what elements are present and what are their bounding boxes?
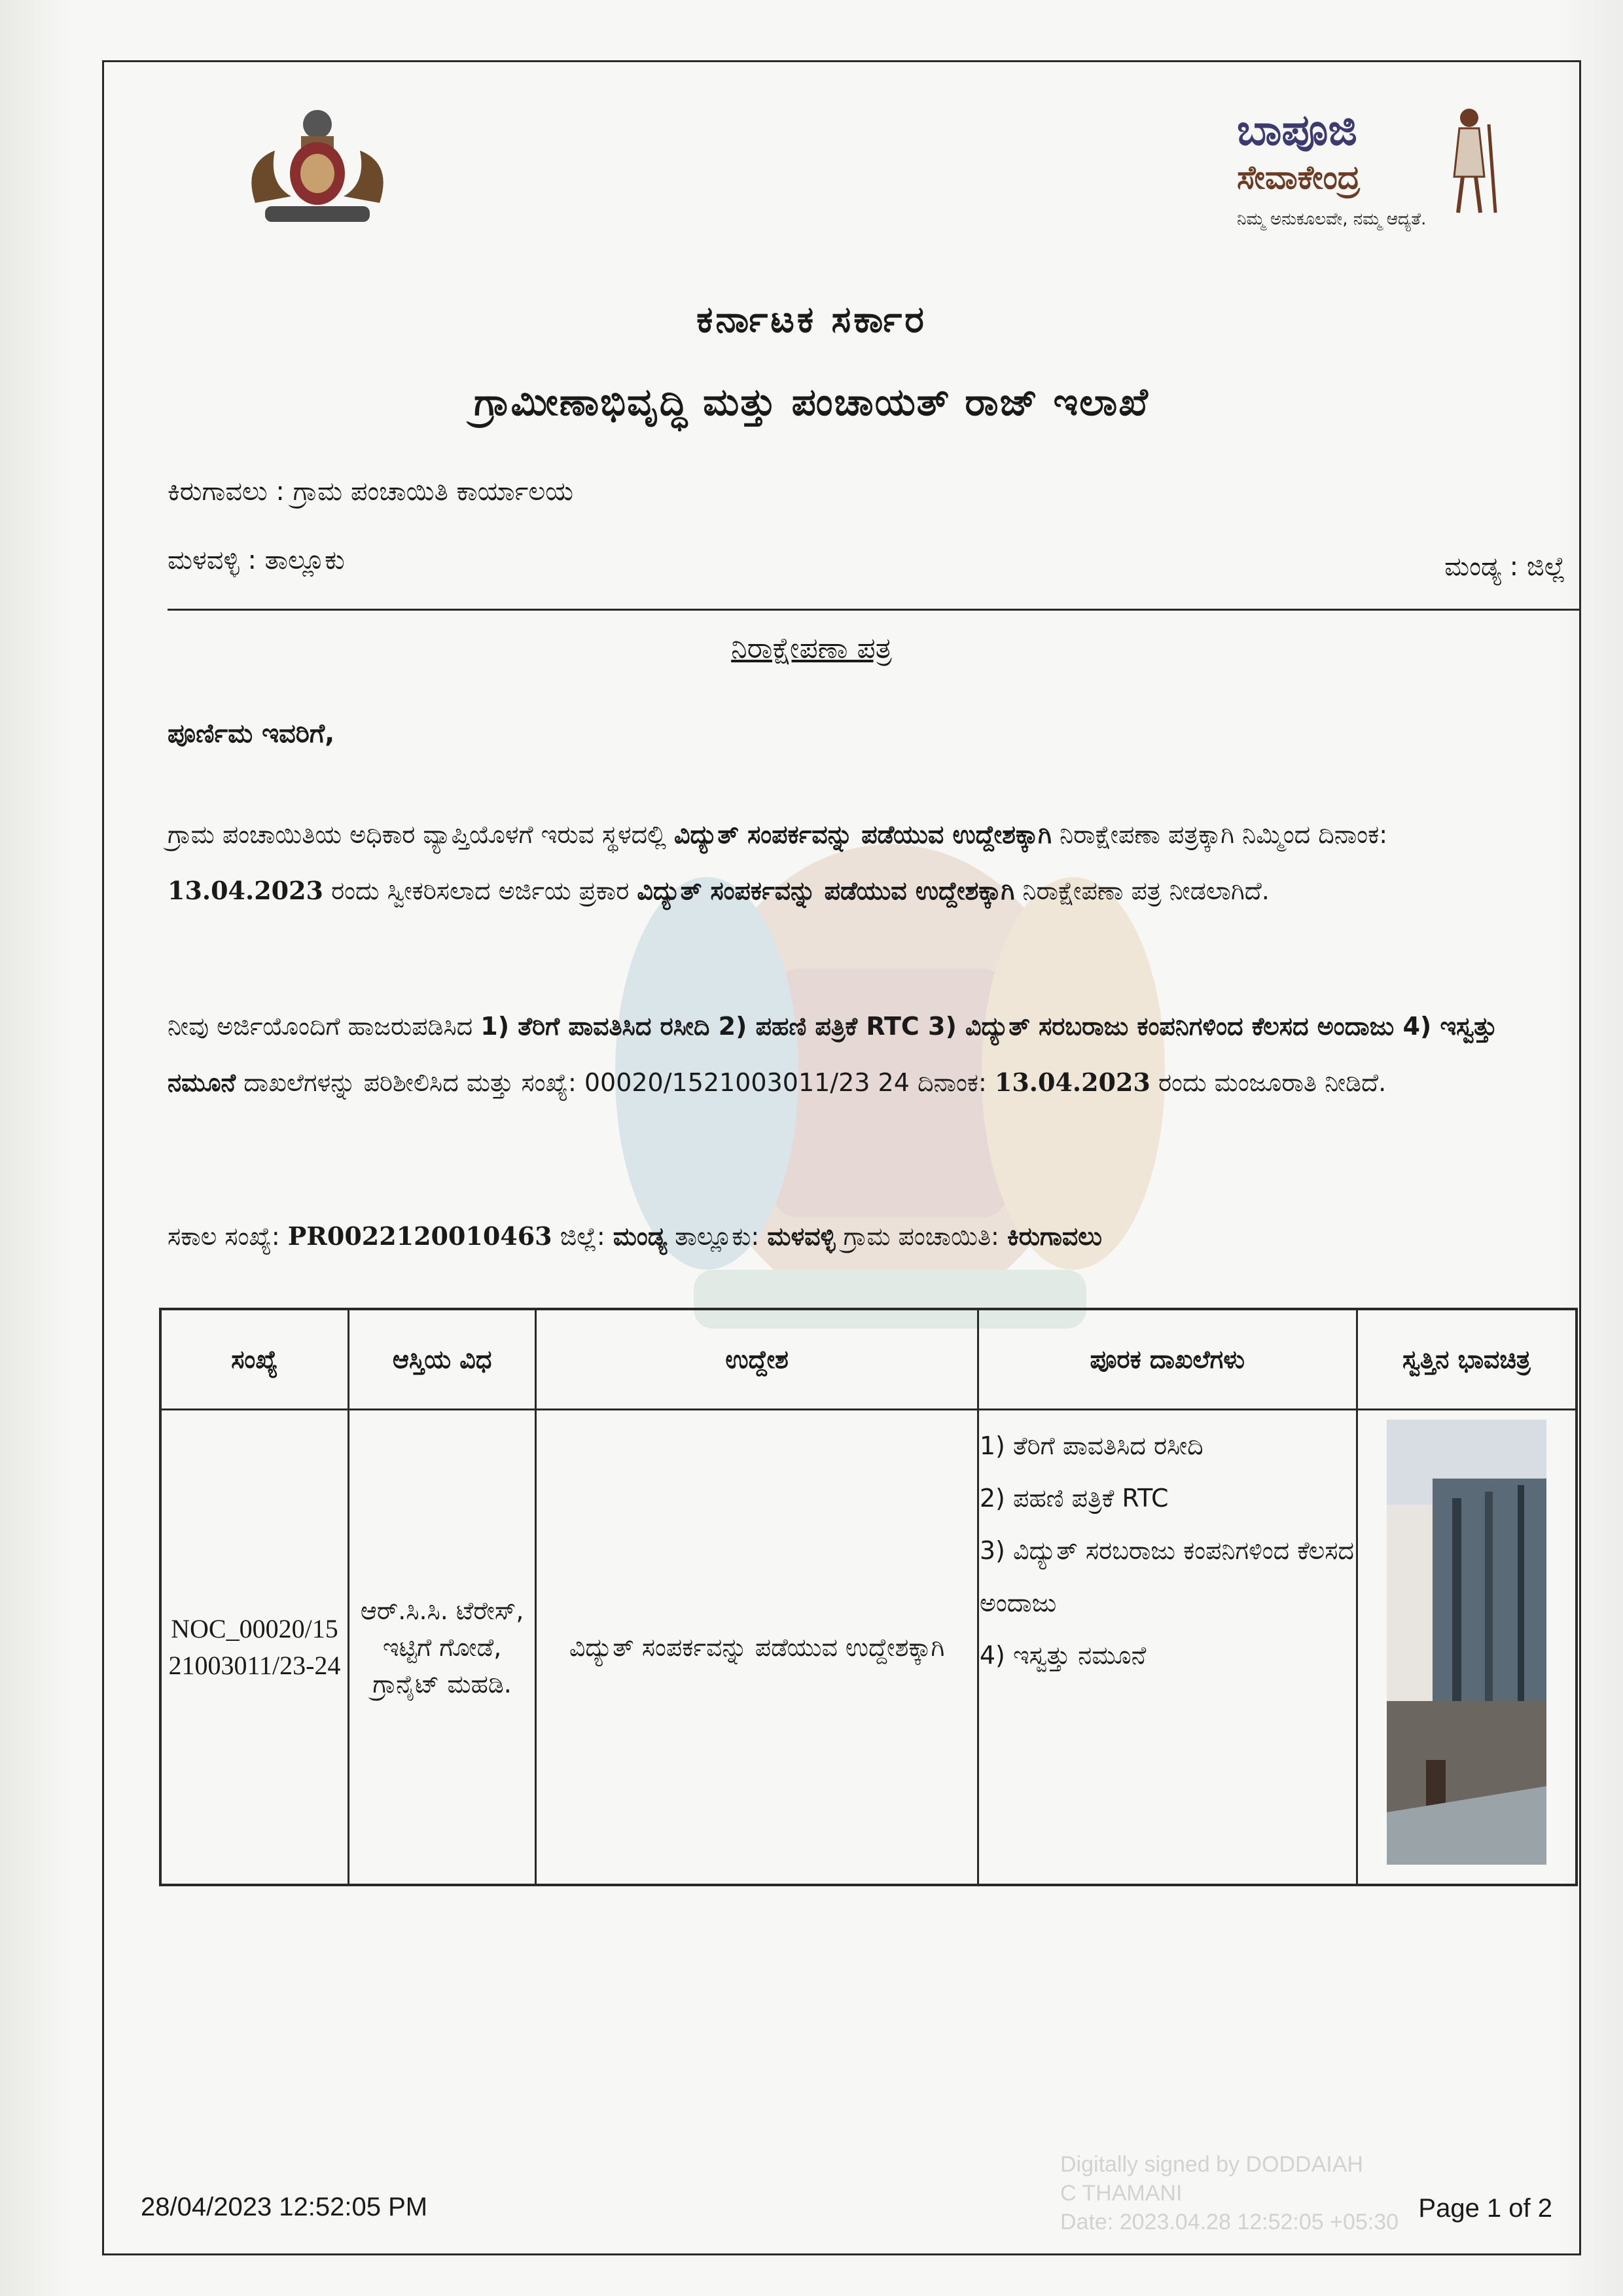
department-title: ಗ್ರಾಮೀಣಾಭಿವೃದ್ಧಿ ಮತ್ತು ಪಂಚಾಯತ್ ರಾಜ್ ಇಲಾಖೆ xyxy=(474,380,1149,424)
paragraph-1: ಗ್ರಾಮ ಪಂಚಾಯಿತಿಯ ಅಧಿಕಾರ ವ್ಯಾಪ್ತಿಯೊಳಗೆ ಇರುವ ಸ್ಥಳದಲ್ಲಿ ವಿದ್ಯುತ್ ಸಂಪರ್ಕವನ್ನು ಪಡೆಯುವ ಉದ್ದೇಶಕ್ಕಾಗಿ ನಿರಾಕ್ಷೇಪಣಾ ಪತ್ರಕ್ಕಾಗಿ ನಿಮ್ಮಿಂದ ದಿನಾಂಕ: 13.04.2023 ರಂದು ಸ್ವೀಕರಿಸಲಾದ ಅರ್ಜಿಯ ಪ್ರಕಾರ ವಿದ್ಯುತ್ ಸಂಪರ್ಕವನ್ನು ಪಡೆಯುವ ಉದ್ದೇಶಕ್ಕಾಗಿ ನಿರಾಕ್ಷೇಪಣಾ ಪತ್ರ ನೀಡಲಾಗಿದೆ. xyxy=(168,820,1388,905)
property-type: ಆರ್.ಸಿ.ಸಿ. ಟೆರೇಸ್, ಇಟ್ಟಿಗೆ ಗೋಡೆ, ಗ್ರಾನೈಟ್ ಮಹಡಿ. xyxy=(348,1410,536,1886)
document-item: 3) ವಿದ್ಯುತ್ ಸರಬರಾಜು ಕಂಪನಿಗಳಿಂದ ಕೆಲಸದ ಅಂದಾಜು xyxy=(979,1536,1354,1617)
document-item: 4) ಇಸ್ವತ್ತು ನಮೂನೆ xyxy=(979,1641,1147,1670)
table-header-row xyxy=(160,1309,1577,1410)
header-supporting-documents: ಪೂರಕ ದಾಖಲೆಗಳು xyxy=(978,1309,1357,1410)
bapuji-sub: ಸೇವಾಕೇಂದ್ರ xyxy=(1237,158,1361,196)
salutation: ಪೂರ್ಣಿಮ ಇವರಿಗೆ, xyxy=(168,719,335,749)
noc-details-table xyxy=(159,1308,1578,1886)
sakala-line: ಸಕಾಲ ಸಂಖ್ಯೆ: PR0022120010463 ಜಿಲ್ಲೆ: ಮಂಡ್ಯ ತಾಲ್ಲೂಕು: ಮಳವಳ್ಳಿ ಗ್ರಾಮ ಪಂಚಾಯಿತಿ: ಕಿರುಗಾವಲು xyxy=(168,1221,1102,1251)
header-purpose: ಉದ್ದೇಶ xyxy=(536,1309,978,1410)
supporting-documents xyxy=(978,1410,1357,1886)
footer-timestamp: 28/04/2023 12:52:05 PM xyxy=(141,2193,428,2221)
document-item: 2) ಪಹಣಿ ಪತ್ರಿಕೆ RTC xyxy=(979,1484,1169,1513)
bapuji-seva-kendra-logo xyxy=(1237,105,1525,255)
paragraph-2: ನೀವು ಅರ್ಜಿಯೊಂದಿಗೆ ಹಾಜರುಪಡಿಸಿದ 1) ತೆರಿಗೆ ಪಾವತಿಸಿದ ರಸೀದಿ 2) ಪಹಣಿ ಪತ್ರಿಕೆ RTC 3) ವಿದ್ಯುತ್ ಸರಬರಾಜು ಕಂಪನಿಗಳಿಂದ ಕೆಲಸದ ಅಂದಾಜು 4) ಇಸ್ವತ್ತು ನಮೂನೆ ದಾಖಲೆಗಳನ್ನು ಪರಿಶೀಲಿಸಿದ ಮತ್ತು ಸಂಖ್ಯೆ: 00020/1521003011/23 24 ದಿನಾಂಕ: 13.04.2023 ರಂದು ಮಂಜೂರಾತಿ ನೀಡಿದೆ. xyxy=(168,1012,1497,1097)
table-row xyxy=(160,1410,1577,1886)
document-title: ನಿರಾಕ್ಷೇಪಣಾ ಪತ್ರ xyxy=(731,632,892,665)
gandhi-figure-icon xyxy=(1433,105,1505,216)
document-item: 1) ತೆರಿಗೆ ಪಾವತಿಸಿದ ರಸೀದಿ xyxy=(979,1431,1204,1460)
noc-number: NOC_00020/1521003011/23-24 xyxy=(160,1410,348,1886)
taluk-line: ಮಳವಳ್ಳಿ : ತಾಲ್ಲೂಕು xyxy=(168,545,345,575)
purpose: ವಿದ್ಯುತ್ ಸಂಪರ್ಕವನ್ನು ಪಡೆಯುವ ಉದ್ದೇಶಕ್ಕಾಗಿ xyxy=(536,1410,978,1886)
karnataka-emblem xyxy=(229,98,406,236)
footer-page-number: Page 1 of 2 xyxy=(1418,2194,1552,2223)
bapuji-tagline: ನಿಮ್ಮ ಅನುಕೂಲವೇ, ನಮ್ಮ ಆದ್ಯತೆ. xyxy=(1237,209,1427,229)
property-photo xyxy=(1387,1420,1546,1865)
government-title: ಕರ್ನಾಟಕ ಸರ್ಕಾರ xyxy=(696,298,927,341)
header-property-photo: ಸ್ವತ್ತಿನ ಭಾವಚಿತ್ರ xyxy=(1357,1309,1577,1410)
header-divider xyxy=(168,609,1581,611)
header-number: ಸಂಖ್ಯೆ xyxy=(160,1309,348,1410)
district-line: ಮಂಡ್ಯ : ಜಿಲ್ಲೆ xyxy=(1444,552,1565,582)
property-photo-cell xyxy=(1357,1410,1577,1886)
digital-signature-stamp: Digitally signed by DODDAIAH C THAMANI Date: 2023.04.28 12:52:05 +05:30 xyxy=(1060,2152,1399,2234)
office-line: ಕಿರುಗಾವಲು : ಗ್ರಾಮ ಪಂಚಾಯಿತಿ ಕಾರ್ಯಾಲಯ xyxy=(168,476,574,507)
bapuji-name: ಬಾಪೂಜಿ xyxy=(1237,105,1357,155)
header-property-type: ಆಸ್ತಿಯ ವಿಧ xyxy=(348,1309,536,1410)
